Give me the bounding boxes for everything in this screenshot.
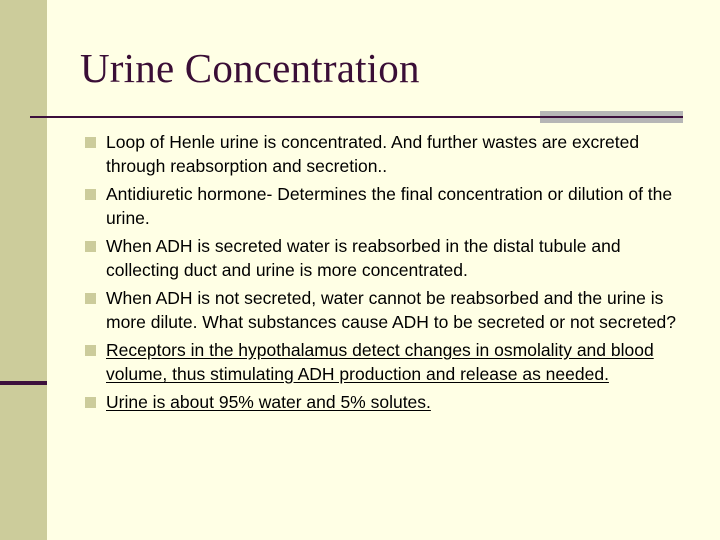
bullet-list	[84, 130, 684, 418]
sidebar-accent-mark	[0, 381, 47, 385]
bullet-item	[84, 234, 684, 282]
square-bullet-icon	[85, 293, 96, 304]
square-bullet-icon	[85, 345, 96, 356]
bullet-item-hyperlink[interactable]	[84, 338, 684, 386]
left-sidebar-band	[0, 0, 47, 540]
bullet-text: Loop of Henle urine is concentrated. And further wastes are excreted through reabsorption and secretion..	[106, 132, 640, 176]
square-bullet-icon	[85, 189, 96, 200]
slide-title: Urine Concentration	[80, 45, 420, 91]
bullet-item	[84, 182, 684, 230]
bullet-item-hyperlink[interactable]	[84, 390, 684, 414]
bullet-text: Antidiuretic hormone- Determines the final concentration or dilution of the urine.	[106, 184, 673, 228]
bullet-item	[84, 130, 684, 178]
bullet-item	[84, 286, 684, 334]
bullet-link-text[interactable]: Urine is about 95% water and 5% solutes.	[106, 392, 431, 412]
square-bullet-icon	[85, 241, 96, 252]
square-bullet-icon	[85, 137, 96, 148]
bullet-link-text[interactable]: Receptors in the hypothalamus detect changes in osmolality and blood volume, thus stimulating ADH production and release as needed.	[106, 340, 654, 384]
title-divider-line-right	[540, 116, 683, 118]
bullet-text: When ADH is secreted water is reabsorbed in the distal tubule and collecting duct and urine is more concentrated.	[106, 236, 621, 280]
square-bullet-icon	[85, 397, 96, 408]
bullet-text: When ADH is not secreted, water cannot be reabsorbed and the urine is more dilute. What substances cause ADH to be secreted or not secreted?	[106, 288, 677, 332]
title-divider-line	[30, 116, 540, 118]
